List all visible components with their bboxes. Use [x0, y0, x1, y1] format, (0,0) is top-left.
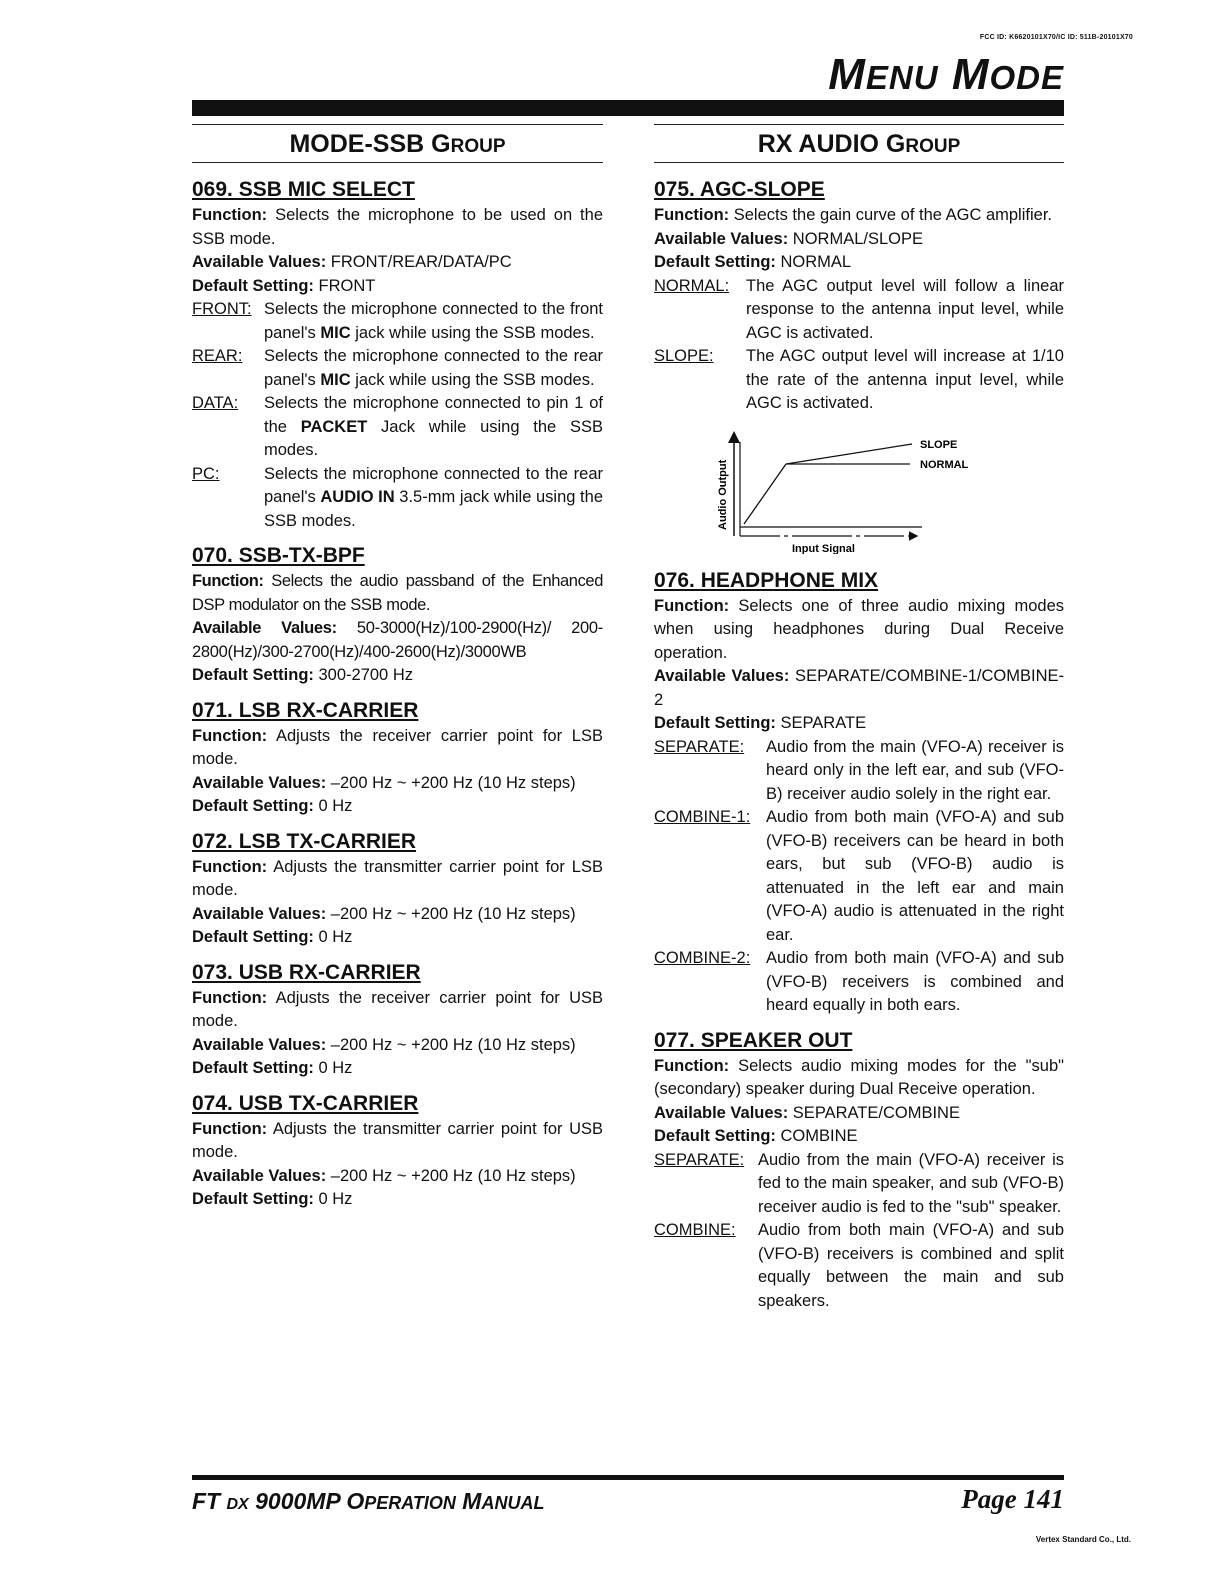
section-072: 072. LSB TX-CARRIER Function: Adjusts the transmitter carrier point for LSB mode. Available Values: –200 Hz ~ +200 Hz (10 Hz steps) Default Setting: 0 Hz: [192, 829, 603, 946]
section-title: 070. SSB-TX-BPF: [192, 544, 365, 567]
option-data: DATA: Selects the microphone connected to pin 1 of the PACKET Jack while using the SSB modes.: [192, 394, 603, 459]
slope-line: [786, 444, 912, 464]
y-axis-label: Audio Output: [717, 459, 729, 530]
section-075: 075. AGC-SLOPE Function: Selects the gain curve of the AGC amplifier. Available Values: NORMAL/SLOPE Default Setting: NORMAL NORMAL: The AGC output level will follow a linear response to the antenna input level, while AGC is activated. SLOPE: The AGC output level will increase at 1/10 the rate of the antenna input level, while AGC is activated. SLOPE NORMAL Input Signal Audio Output: [654, 178, 1064, 554]
section-073: 073. USB RX-CARRIER Function: Adjusts the receiver carrier point for USB mode. Available Values: –200 Hz ~ +200 Hz (10 Hz steps) Default Setting: 0 Hz: [192, 960, 603, 1077]
section-title: 074. USB TX-CARRIER: [192, 1091, 419, 1115]
footer-rule: [192, 1475, 1064, 1480]
section-title: 069. SSB MIC SELECT: [192, 178, 415, 201]
section-title: 076. HEADPHONE MIX: [654, 568, 879, 592]
agc-diagram-svg: [702, 424, 1002, 554]
section-title: 077. SPEAKER OUT: [654, 1028, 853, 1052]
manual-title: FT DX 9000MP OPERATION MANUAL: [192, 1488, 545, 1514]
section-069: 069. SSB MIC SELECT Function: Selects the microphone to be used on the SSB mode. Available Values: FRONT/REAR/DATA/PC Default Setting: FRONT FRONT: Selects the microphone connected to the front panel's MIC jack while using the SSB modes. REAR: Selects the microphone connected to the rear panel's MIC jack while using the SSB modes. DATA: Selects the microphone connected to pin 1 of the PACKET Jack while using the SSB modes. PC: Selects the microphone connected to the rear panel's AUDIO IN 3.5-mm jack while using the SSB modes.: [192, 177, 603, 533]
fcc-id: FCC ID: K6620101X70/IC ID: 511B-20101X70: [979, 34, 1133, 41]
section-071: 071. LSB RX-CARRIER Function: Adjusts the receiver carrier point for LSB mode. Available Values: –200 Hz ~ +200 Hz (10 Hz steps) Default Setting: 0 Hz: [192, 698, 603, 815]
option-normal: NORMAL: The AGC output level will follow a linear response to the antenna input level, while AGC is activated.: [654, 276, 1064, 342]
group-title-rx-audio: RX AUDIO GROUP: [654, 124, 1064, 163]
option-combine: COMBINE: Audio from both main (VFO-A) and sub (VFO-B) receivers is combined and split equally between the main and sub speakers.: [654, 1221, 1064, 1310]
option-slope: SLOPE: The AGC output level will increase at 1/10 the rate of the antenna input level, while AGC is activated.: [654, 347, 1064, 412]
slope-label: SLOPE: [920, 438, 958, 451]
section-070: 070. SSB-TX-BPF Function: Selects the audio passband of the Enhanced DSP modulator on the SSB mode. Available Values: 50-3000(Hz)/100-2900(Hz)/ 200-2800(Hz)/300-2700(Hz)/400-2600(Hz)/3000WB Default Setting: 300-2700 Hz: [192, 544, 604, 684]
normal-curve: [744, 464, 786, 524]
section-title: 073. USB RX-CARRIER: [192, 960, 421, 984]
vendor-name: Vertex Standard Co., Ltd.: [1035, 1535, 1131, 1544]
section-title: 072. LSB TX-CARRIER: [192, 829, 417, 853]
section-074: 074. USB TX-CARRIER Function: Adjusts the transmitter carrier point for USB mode. Available Values: –200 Hz ~ +200 Hz (10 Hz steps) Default Setting: 0 Hz: [192, 1091, 603, 1208]
section-077: 077. SPEAKER OUT Function: Selects audio mixing modes for the "sub" (secondary) speaker during Dual Receive operation. Available Values: SEPARATE/COMBINE Default Setting: COMBINE SEPARATE: Audio from the main (VFO-A) receiver is fed to the main speaker, and sub (VFO-B) receiver audio is fed to the "sub" speaker. COMBINE: Audio from both main (VFO-A) and sub (VFO-B) receivers is combined and split equally between the main and sub speakers.: [654, 1028, 1064, 1314]
section-title: 075. AGC-SLOPE: [654, 178, 825, 201]
option-front: FRONT: Selects the microphone connected to the front panel's MIC jack while using the SSB modes.: [192, 300, 603, 342]
group-title-mode-ssb: MODE-SSB GROUP: [192, 124, 603, 163]
right-column: [654, 124, 1064, 1323]
agc-slope-diagram: [702, 424, 1002, 554]
left-column: [192, 124, 603, 1222]
header-rule: [192, 100, 1064, 116]
option-combine-2: COMBINE-2: Audio from both main (VFO-A) and sub (VFO-B) receivers is combined and heard equally in both ears.: [654, 949, 1064, 1014]
page-heading: MENU MODE: [828, 50, 1064, 99]
option-separate: SEPARATE: Audio from the main (VFO-A) receiver is heard only in the left ear, and sub (VFO-B) receiver audio solely in the right ear.: [654, 737, 1064, 803]
option-combine-1: COMBINE-1: Audio from both main (VFO-A) and sub (VFO-B) receivers can be heard in both ears, but sub (VFO-B) audio is attenuated in the left ear and main (VFO-A) audio is attenuated in the right ear.: [654, 808, 1064, 944]
section-title: 071. LSB RX-CARRIER: [192, 698, 419, 722]
option-separate: SEPARATE: Audio from the main (VFO-A) receiver is fed to the main speaker, and sub (VFO-B) receiver audio is fed to the "sub" speaker.: [654, 1150, 1064, 1216]
normal-label: NORMAL: [920, 458, 969, 471]
x-axis-label: Input Signal: [792, 542, 855, 554]
page-number: Page 141: [961, 1484, 1064, 1514]
option-pc: PC: Selects the microphone connected to the rear panel's AUDIO IN 3.5-mm jack while using the SSB modes.: [192, 464, 603, 530]
option-rear: REAR: Selects the microphone connected to the rear panel's MIC jack while using the SSB modes.: [192, 347, 603, 389]
section-076: 076. HEADPHONE MIX Function: Selects one of three audio mixing modes when using headphones during Dual Receive operation. Available Values: SEPARATE/COMBINE-1/COMBINE-2 Default Setting: SEPARATE SEPARATE: Audio from the main (VFO-A) receiver is heard only in the left ear, and sub (VFO-B) receiver audio solely in the right ear. COMBINE-1: Audio from both main (VFO-A) and sub (VFO-B) receivers can be heard in both ears, but sub (VFO-B) audio is attenuated in the left ear and main (VFO-A) audio is attenuated in the right ear. COMBINE-2: Audio from both main (VFO-A) and sub (VFO-B) receivers is combined and heard equally in both ears.: [654, 568, 1064, 1018]
